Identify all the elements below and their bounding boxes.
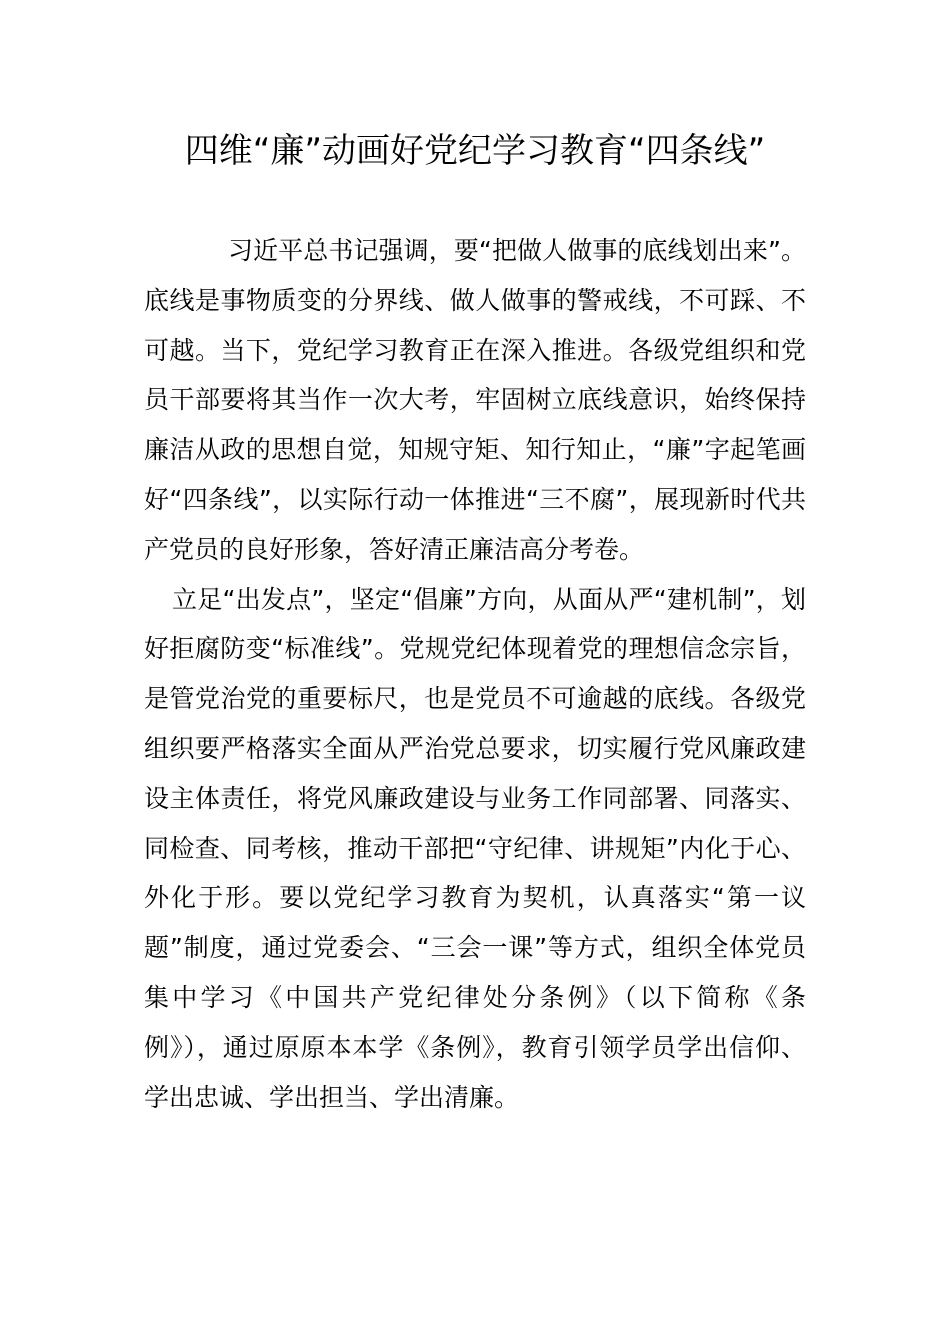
paragraph-intro: 习近平总书记强调，要“把做人做事的底线划出来”。底线是事物质变的分界线、做人做事的警戒线，不可踩、不可越。当下，党纪学习教育正在深入推进。各级党组织和党员干部要将其当作一次大考，牢固树立底线意识，始终保持廉洁从政的思想自觉，知规守矩、知行知止，“廉”字起笔画好“四条线”，以实际行动一体推进“三不腐”，展现新时代共产党员的良好形象，答好清正廉洁高分考卷。 xyxy=(144,236,806,564)
document-body xyxy=(144,226,806,1122)
document-title: 四维“廉”动画好党纪学习教育“四条线” xyxy=(184,131,766,171)
paragraph-standard-line: 立足“出发点”，坚定“倡廉”方向，从面从严“建机制”，划好拒腐防变“标准线”。党规党纪体现着党的理想信念宗旨，是管党治党的重要标尺，也是党员不可逾越的底线。各级党组织要严格落实全面从严治党总要求，切实履行党风廉政建设主体责任，将党风廉政建设与业务工作同部署、同落实、同检查、同考核，推动干部把“守纪律、讲规矩”内化于心、外化于形。要以党纪学习教育为契机，认真落实“第一议题”制度，通过党委会、“三会一课”等方式，组织全体党员集中学习《中国共产党纪律处分条例》（以下简称《条例》），通过原原本本学《条例》，教育引领学员学出信仰、学出忠诚、学出担当、学出清廉。 xyxy=(144,584,806,1112)
